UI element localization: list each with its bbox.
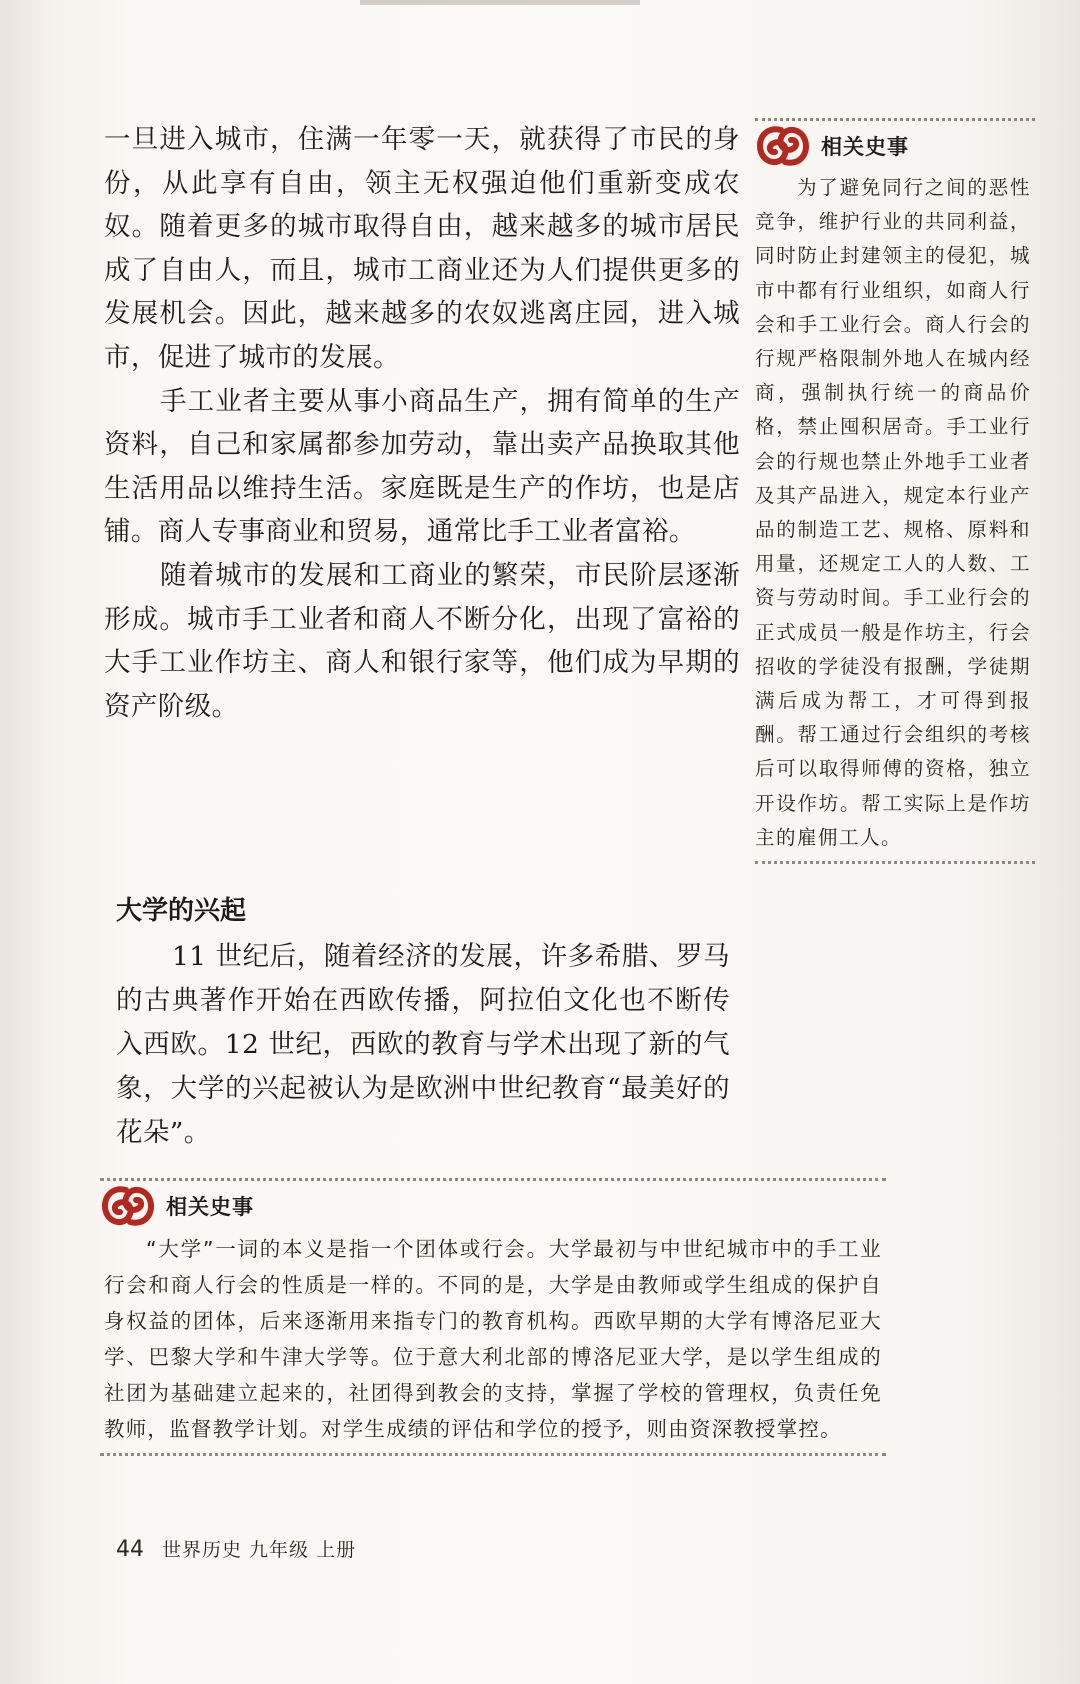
section-body	[116, 935, 730, 1155]
section-paragraph: 11 世纪后，随着经济的发展，许多希腊、罗马的古典著作开始在西欧传播，阿拉伯文化也不断传入西欧。12 世纪，西欧的教育与学术出现了新的气象，大学的兴起被认为是欧洲中世纪教育“最美好的花朵”。	[116, 941, 730, 1148]
bottom-related-history	[100, 1178, 886, 1456]
bottom-box-bottom-rule	[100, 1453, 886, 1456]
page-number: 44	[116, 1537, 144, 1562]
main-text-column	[104, 118, 740, 728]
main-paragraph-3: 随着城市的发展和工商业的繁荣，市民阶层逐渐形成。城市手工业者和商人不断分化，出现了富裕的大手工业作坊主、商人和银行家等，他们成为早期的资产阶级。	[104, 559, 740, 722]
bottom-box-label: 相关史事	[166, 1195, 254, 1219]
bottom-box-header	[100, 1181, 886, 1231]
sidebar-text: 为了避免同行之间的恶性竞争，维护行业的共同利益，同时防止封建领主的侵犯，城市中都有行业组织，如商人行会和手工业行会。商人行会的行规严格限制外地人在城内经商，强制执行统一的商品价格，禁止囤积居奇。手工业行会的行规也禁止外地手工业者及其产品进入，规定本行业产品的制造工艺、规格、原料和用量，还规定工人的人数、工资与劳动时间。手工业行会的正式成员一般是作坊主，行会招收的学徒没有报酬，学徒期满后成为帮工，才可得到报酬。帮工通过行会组织的考核后可以取得师傅的资格，独立开设作坊。帮工实际上是作坊主的雇佣工人。	[755, 176, 1031, 849]
related-history-logo-icon	[755, 122, 811, 170]
related-history-logo-icon	[100, 1182, 156, 1230]
page-footer	[116, 1535, 356, 1562]
sidebar-header	[755, 121, 1035, 171]
sidebar-related-history	[755, 118, 1035, 864]
bottom-box-text: “大学”一词的本义是指一个团体或行会。大学最初与中世纪城市中的手工业行会和商人行会的性质是一样的。不同的是，大学是由教师或学生组成的保护自身权益的团体，后来逐渐用来指专门的教育机构。西欧早期的大学有博洛尼亚大学、巴黎大学和牛津大学等。位于意大利北部的博洛尼亚大学，是以学生组成的社团为基础建立起来的，社团得到教会的支持，掌握了学校的管理权，负责任免教师，监督教学计划。对学生成绩的评估和学位的授予，则由资深教授掌控。	[104, 1237, 882, 1441]
main-paragraph-1: 一旦进入城市，住满一年零一天，就获得了市民的身份，从此享有自由，领主无权强迫他们重新变成农奴。随着更多的城市取得自由，越来越多的城市居民成了自由人，而且，城市工商业还为人们提供更多的发展机会。因此，越来越多的农奴逃离庄园，进入城市，促进了城市的发展。	[104, 124, 740, 373]
page-top-shadow	[360, 0, 640, 5]
sidebar-bottom-rule	[755, 861, 1035, 864]
book-title: 世界历史 九年级 上册	[162, 1539, 357, 1561]
section-title: 大学的兴起	[116, 896, 247, 926]
sidebar-label: 相关史事	[821, 135, 909, 159]
main-paragraph-2: 手工业者主要从事小商品生产，拥有简单的生产资料，自己和家属都参加劳动，靠出卖产品换取其他生活用品以维持生活。家庭既是生产的作坊，也是店铺。商人专事商业和贸易，通常比手工业者富裕。	[104, 385, 740, 548]
